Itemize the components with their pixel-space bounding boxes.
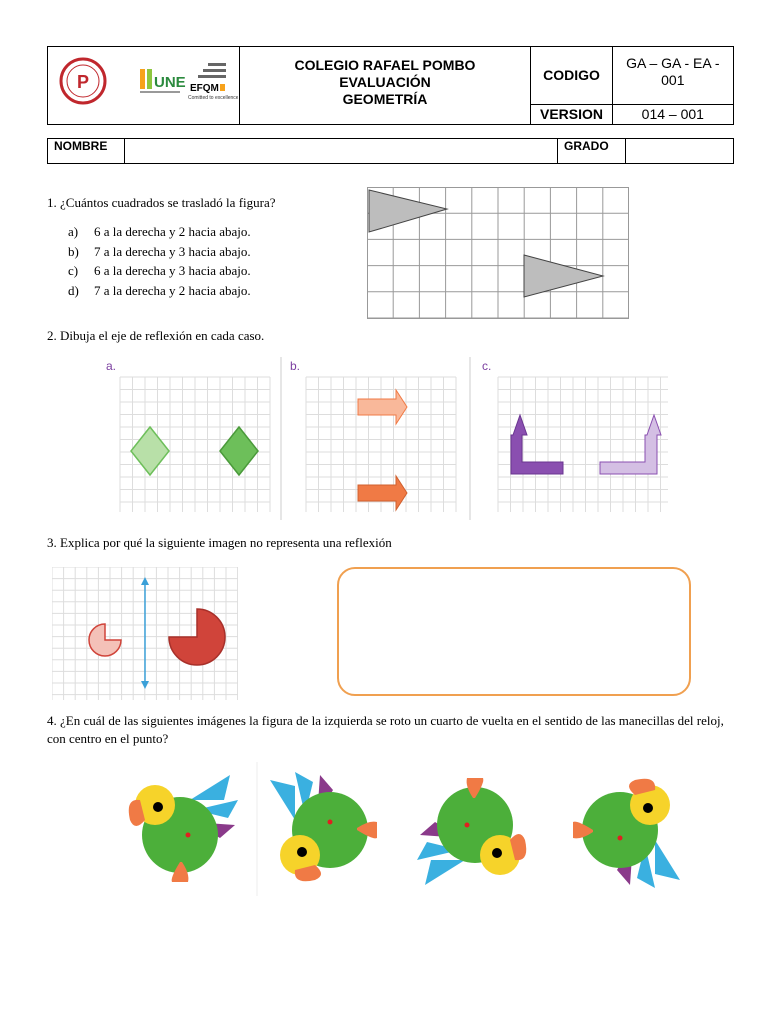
panel-a-label: a. — [106, 359, 117, 373]
large-pacman-shape — [169, 609, 225, 665]
question-2: 2. Dibuja el eje de reflexión en cada caso. — [47, 328, 265, 343]
grade-label: GRADO — [558, 139, 626, 164]
option-c[interactable]: c) 6 a la derecha y 3 hacia abajo. — [68, 263, 251, 278]
subject: GEOMETRÍA — [342, 91, 428, 107]
parrot-original — [129, 775, 238, 882]
school-seal-icon — [61, 59, 105, 103]
logos-cell — [48, 47, 240, 125]
svg-text:UNE: UNE — [154, 74, 186, 91]
parrot-option-2 — [417, 778, 526, 885]
svg-text:Comitted to excellence: Comitted to excellence — [188, 95, 239, 101]
codigo-label: CODIGO — [531, 47, 612, 105]
name-field[interactable] — [125, 139, 558, 164]
arrow-light — [358, 390, 407, 424]
reflection-panels — [100, 355, 675, 525]
name-label: NOMBRE — [48, 139, 125, 164]
svg-text:P: P — [77, 72, 90, 92]
option-d[interactable]: d) 7 a la derecha y 2 hacia abajo. — [68, 282, 251, 298]
header-table — [47, 46, 734, 125]
version-value: 014 – 001 — [612, 104, 733, 124]
school-name: COLEGIO RAFAEL POMBO — [294, 57, 476, 73]
option-a[interactable]: a) 6 a la derecha y 2 hacia abajo. — [68, 224, 251, 239]
option-b[interactable]: b) 7 a la derecha y 3 hacia abajo. — [68, 243, 251, 259]
une-logo-icon — [140, 69, 186, 93]
efqm-logo-icon — [188, 63, 238, 101]
document-type: EVALUACIÓN — [339, 74, 431, 90]
parrot-options — [115, 760, 700, 898]
panel-c-label: c. — [482, 359, 492, 373]
parrot-option-3 — [573, 779, 680, 888]
answer-box[interactable] — [337, 567, 691, 696]
l-shape-light — [600, 415, 661, 474]
question-3: 3. Explica por qué la siguiente imagen no representa una reflexión — [47, 535, 392, 550]
codigo-value-cell — [612, 47, 733, 105]
grade-field[interactable] — [626, 139, 734, 164]
question-1: 1. ¿Cuántos cuadrados se trasladó la figura? — [47, 195, 276, 210]
panel-b-label: b. — [290, 359, 301, 373]
parrot-option-1 — [270, 772, 377, 881]
arrow-dark — [358, 476, 407, 510]
diamond-dark — [220, 427, 258, 475]
l-shape-dark — [511, 415, 563, 474]
non-reflection-figure — [52, 567, 238, 700]
codigo-value: GA – GA - EA - 001 — [626, 55, 720, 88]
diamond-light — [131, 427, 169, 475]
small-pacman-shape — [89, 624, 121, 656]
school-title-cell — [239, 47, 531, 125]
question-4: 4. ¿En cuál de las siguientes imágenes la figura de la izquierda se roto un cuarto de vuelta en el sentido de las manecillas del reloj, con centro en el punto? — [47, 713, 724, 746]
svg-text:EFQM: EFQM — [190, 83, 220, 94]
version-label: VERSION — [531, 104, 612, 124]
translation-grid-figure — [367, 187, 629, 319]
school-logos — [48, 47, 238, 119]
question-1-options — [68, 222, 251, 300]
student-info-table — [47, 138, 734, 164]
